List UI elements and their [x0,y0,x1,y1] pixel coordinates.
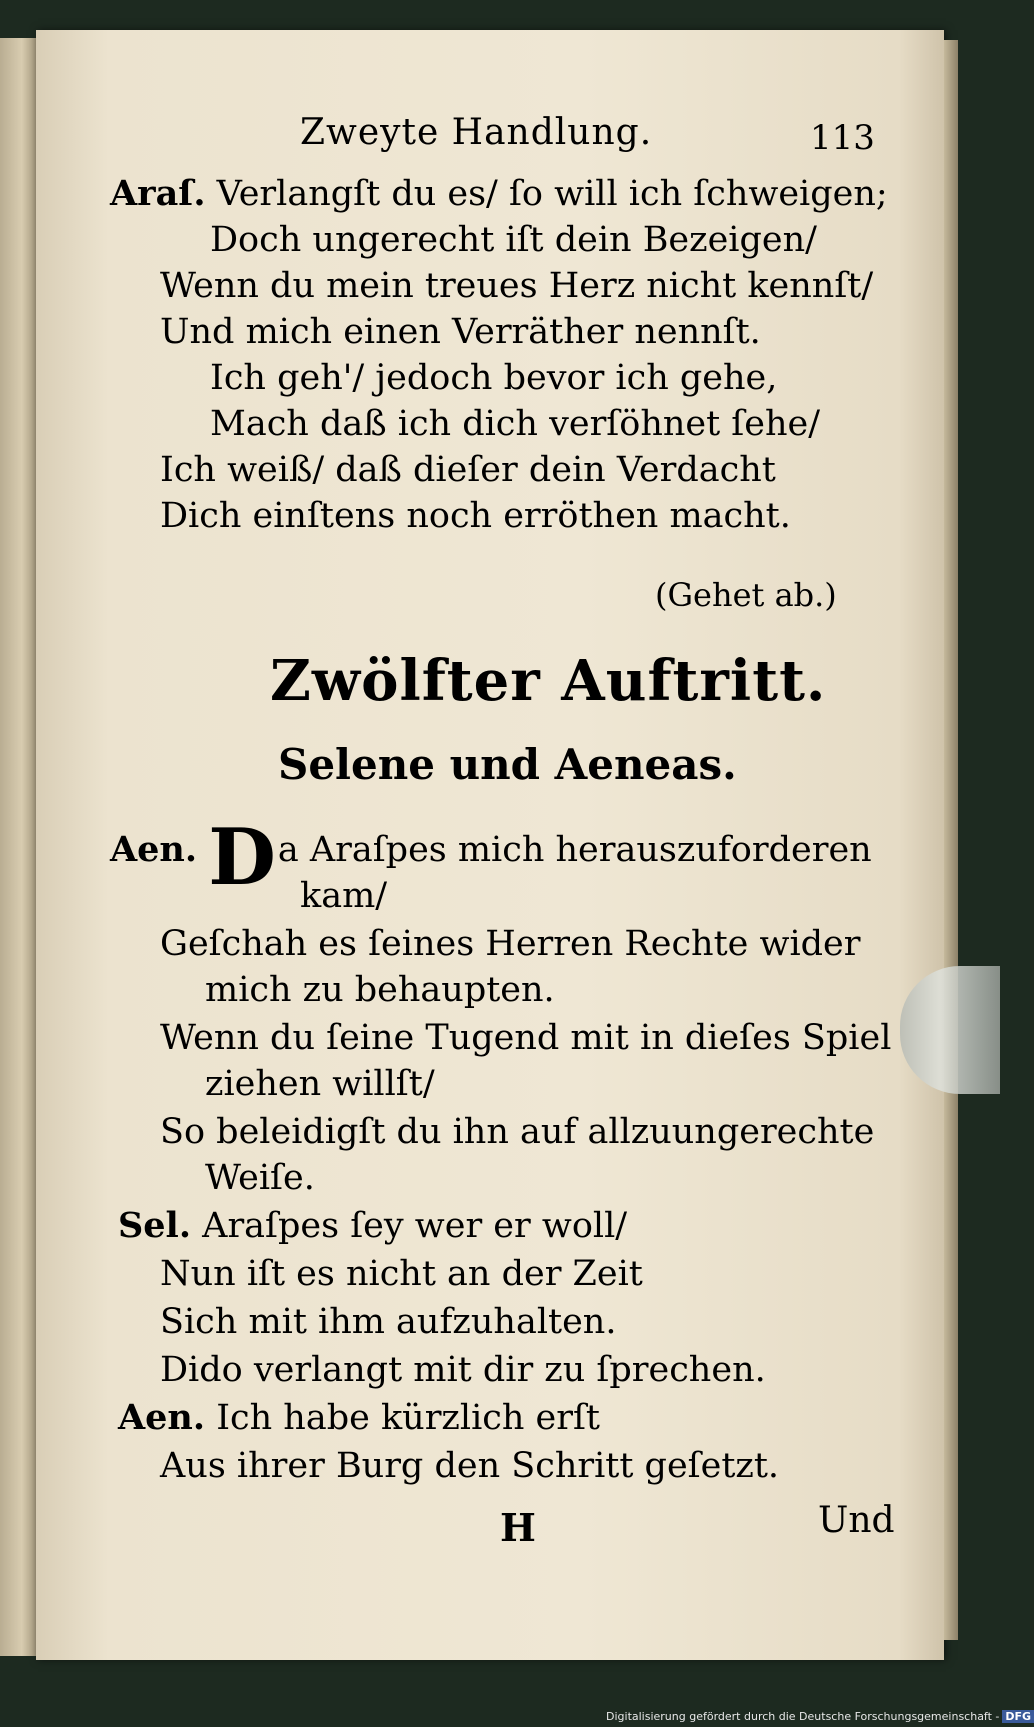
verse-line: Wenn du ſeine Tugend mit in dieſes Spiel [160,1018,892,1058]
verse-line: Aus ihrer Burg den Schritt geſetzt. [160,1446,780,1486]
signature-mark: H [500,1505,536,1550]
verse-line [118,1396,600,1440]
verse-line: kam/ [300,876,388,916]
verse-line: Wenn du mein treues Herz nicht kennſt/ [160,266,874,306]
verse-text: Verlangſt du es/ ſo will ich ſchweigen; [216,174,888,214]
page-fore-edge [944,40,958,1640]
verse-line: Geſchah es ſeines Herren Rechte wider [160,924,861,964]
scene-title: Zwölfter Auftritt. [270,648,827,714]
verse-line: Ich weiß/ daß dieſer dein Verdacht [160,450,776,490]
stage-direction: (Gehet ab.) [655,576,837,614]
verse-text: Ich habe kürzlich erſt [216,1398,600,1438]
running-head: Zweyte Handlung. [300,112,653,153]
verse-text: Araſpes ſey wer er woll/ [202,1206,628,1246]
verse-line [110,172,888,216]
page-number: 113 [810,118,875,158]
verse-line: Nun iſt es nicht an der Zeit [160,1254,643,1294]
verse-line: Doch ungerecht iſt dein Bezeigen/ [210,220,817,260]
speaker-label: Aen. [110,829,198,870]
speaker-label: Aen. [118,1397,206,1438]
verse-line: Dido verlangt mit dir zu ſprechen. [160,1350,766,1390]
digitization-credit [606,1710,1034,1723]
verse-line [118,1204,627,1248]
drop-cap: D [208,812,276,903]
verse-line: Und mich einen Verräther nennſt. [160,312,761,352]
verse-line: Weiſe. [205,1158,315,1198]
verse-line: mich zu behaupten. [205,970,555,1010]
speaker-label: Araſ. [110,173,206,214]
credit-text: Digitalisierung gefördert durch die Deutsche Forschungsgemeinschaft - [606,1710,1000,1723]
verse-text: a Araſpes mich herauszuforderen [277,830,872,870]
facing-page-edge [0,38,36,1656]
scene-persons: Selene und Aeneas. [278,740,737,789]
verse-line: Dich einſtens noch erröthen macht. [160,496,791,536]
verse-line: So beleidigſt du ihn auf allzuungerechte [160,1112,875,1152]
catchword: Und [818,1500,895,1541]
verse-line: Ich geh'/ jedoch bevor ich gehe, [210,358,778,398]
verse-line: Mach daß ich dich verſöhnet ſehe/ [210,404,821,444]
dfg-logo: DFG [1002,1710,1034,1723]
speaker-label: Sel. [118,1205,192,1246]
verse-line: ziehen willſt/ [205,1064,435,1104]
verse-line: Sich mit ihm aufzuhalten. [160,1302,617,1342]
